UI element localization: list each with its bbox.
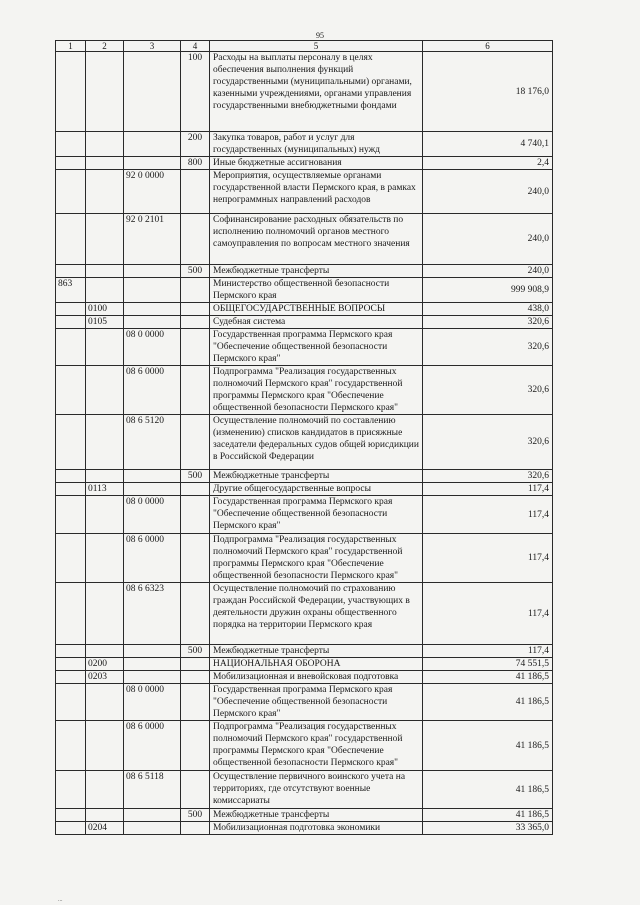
cell-c2 <box>86 157 124 170</box>
cell-c2 <box>86 771 124 809</box>
column-header: 4 <box>181 41 210 52</box>
cell-c5: Закупка товаров, работ и услуг для государственных (муниципальных) нужд <box>210 132 423 157</box>
cell-c4: 500 <box>181 809 210 822</box>
cell-c1 <box>56 214 86 265</box>
cell-c6: 240,0 <box>423 265 553 278</box>
table-row <box>56 214 553 265</box>
cell-c3 <box>124 822 181 835</box>
cell-c6: 41 186,5 <box>423 684 553 721</box>
cell-c2 <box>86 721 124 771</box>
cell-c2: 0203 <box>86 671 124 684</box>
cell-c5: Подпрограмма "Реализация государственных полномочий Пермского края" государственной программы Пермского края "Обеспечение общественной безопасности Пермского края" <box>210 721 423 771</box>
cell-c6: 117,4 <box>423 645 553 658</box>
cell-c3: 08 6 6323 <box>124 583 181 645</box>
column-header: 6 <box>423 41 553 52</box>
cell-c3: 08 6 0000 <box>124 721 181 771</box>
cell-c2 <box>86 278 124 303</box>
cell-c3 <box>124 645 181 658</box>
cell-c1 <box>56 534 86 583</box>
cell-c1 <box>56 684 86 721</box>
cell-c1 <box>56 583 86 645</box>
cell-c5: Судебная система <box>210 316 423 329</box>
cell-c1 <box>56 771 86 809</box>
cell-c1 <box>56 645 86 658</box>
cell-c5: Мобилизационная подготовка экономики <box>210 822 423 835</box>
cell-c4: 100 <box>181 52 210 132</box>
cell-c6: 320,6 <box>423 415 553 470</box>
table-row <box>56 366 553 415</box>
cell-c2 <box>86 329 124 366</box>
cell-c4 <box>181 303 210 316</box>
cell-c6: 41 186,5 <box>423 771 553 809</box>
cell-c2 <box>86 809 124 822</box>
cell-c5: ОБЩЕГОСУДАРСТВЕННЫЕ ВОПРОСЫ <box>210 303 423 316</box>
cell-c1 <box>56 52 86 132</box>
cell-c6: 240,0 <box>423 170 553 214</box>
cell-c4 <box>181 496 210 534</box>
cell-c3: 08 0 0000 <box>124 496 181 534</box>
cell-c2 <box>86 583 124 645</box>
cell-c2 <box>86 496 124 534</box>
column-header: 2 <box>86 41 124 52</box>
cell-c6: 41 186,5 <box>423 721 553 771</box>
cell-c3: 08 0 0000 <box>124 329 181 366</box>
table-row <box>56 415 553 470</box>
cell-c6: 240,0 <box>423 214 553 265</box>
cell-c3 <box>124 658 181 671</box>
cell-c1 <box>56 483 86 496</box>
cell-c5: НАЦИОНАЛЬНАЯ ОБОРОНА <box>210 658 423 671</box>
cell-c6: 320,6 <box>423 329 553 366</box>
cell-c2 <box>86 534 124 583</box>
table-row <box>56 265 553 278</box>
cell-c2 <box>86 684 124 721</box>
cell-c3 <box>124 278 181 303</box>
cell-c4 <box>181 534 210 583</box>
cell-c4 <box>181 278 210 303</box>
cell-c1 <box>56 329 86 366</box>
table-row <box>56 470 553 483</box>
cell-c1 <box>56 132 86 157</box>
cell-c6: 117,4 <box>423 496 553 534</box>
table-row <box>56 721 553 771</box>
cell-c6: 41 186,5 <box>423 671 553 684</box>
cell-c5: Мероприятия, осуществляемые органами государственной власти Пермского края, в рамках непрограммных направлений расходов <box>210 170 423 214</box>
cell-c5: Межбюджетные трансферты <box>210 809 423 822</box>
cell-c5: Расходы на выплаты персоналу в целях обеспечения выполнения функций государственными (муниципальными) органами, казенными учреждениями, органами управления государственными внебюджетными фондами <box>210 52 423 132</box>
cell-c5: Подпрограмма "Реализация государственных полномочий Пермского края" государственной программы Пермского края "Обеспечение общественной безопасности Пермского края" <box>210 534 423 583</box>
table-row <box>56 534 553 583</box>
cell-c4: 800 <box>181 157 210 170</box>
cell-c2 <box>86 170 124 214</box>
cell-c5: Государственная программа Пермского края "Обеспечение общественной безопасности Пермского края" <box>210 684 423 721</box>
cell-c3: 08 6 0000 <box>124 534 181 583</box>
cell-c4 <box>181 822 210 835</box>
cell-c6: 438,0 <box>423 303 553 316</box>
cell-c1 <box>56 809 86 822</box>
cell-c5: Мобилизационная и вневойсковая подготовка <box>210 671 423 684</box>
cell-c4: 500 <box>181 645 210 658</box>
cell-c1 <box>56 496 86 534</box>
cell-c2 <box>86 470 124 483</box>
cell-c6: 320,6 <box>423 316 553 329</box>
cell-c4 <box>181 214 210 265</box>
cell-c2 <box>86 52 124 132</box>
table-row <box>56 483 553 496</box>
cell-c1 <box>56 470 86 483</box>
table-row <box>56 329 553 366</box>
cell-c5: Министерство общественной безопасности Пермского края <box>210 278 423 303</box>
cell-c4 <box>181 316 210 329</box>
table-row <box>56 157 553 170</box>
cell-c4 <box>181 329 210 366</box>
cell-c1 <box>56 671 86 684</box>
cell-c1 <box>56 316 86 329</box>
cell-c2: 0105 <box>86 316 124 329</box>
cell-c5: Подпрограмма "Реализация государственных полномочий Пермского края" государственной программы Пермского края "Обеспечение общественной безопасности Пермского края" <box>210 366 423 415</box>
table-row <box>56 771 553 809</box>
table-row <box>56 132 553 157</box>
cell-c3 <box>124 157 181 170</box>
cell-c5: Осуществление полномочий по составлению (изменению) списков кандидатов в присяжные заседатели федеральных судов общей юрисдикции в Российской Федерации <box>210 415 423 470</box>
column-header: 5 <box>210 41 423 52</box>
cell-c6: 320,6 <box>423 470 553 483</box>
cell-c3: 92 0 2101 <box>124 214 181 265</box>
cell-c2 <box>86 415 124 470</box>
table-row <box>56 303 553 316</box>
cell-c2 <box>86 645 124 658</box>
cell-c2 <box>86 214 124 265</box>
footer-mark: ... <box>58 897 63 903</box>
cell-c4 <box>181 658 210 671</box>
cell-c5: Межбюджетные трансферты <box>210 470 423 483</box>
cell-c6: 74 551,5 <box>423 658 553 671</box>
cell-c3 <box>124 809 181 822</box>
cell-c6: 4 740,1 <box>423 132 553 157</box>
cell-c4: 500 <box>181 470 210 483</box>
cell-c3: 08 0 0000 <box>124 684 181 721</box>
cell-c5: Государственная программа Пермского края "Обеспечение общественной безопасности Пермского края" <box>210 329 423 366</box>
table-row <box>56 170 553 214</box>
cell-c5: Осуществление первичного воинского учета на территориях, где отсутствуют военные комиссариаты <box>210 771 423 809</box>
cell-c3 <box>124 52 181 132</box>
column-header: 1 <box>56 41 86 52</box>
cell-c5: Государственная программа Пермского края "Обеспечение общественной безопасности Пермского края" <box>210 496 423 534</box>
cell-c3 <box>124 316 181 329</box>
cell-c1 <box>56 170 86 214</box>
cell-c1 <box>56 157 86 170</box>
cell-c4: 200 <box>181 132 210 157</box>
cell-c4 <box>181 415 210 470</box>
cell-c4 <box>181 771 210 809</box>
cell-c6: 33 365,0 <box>423 822 553 835</box>
cell-c4 <box>181 170 210 214</box>
cell-c2: 0100 <box>86 303 124 316</box>
cell-c2 <box>86 366 124 415</box>
cell-c6: 2,4 <box>423 157 553 170</box>
cell-c3: 08 6 5118 <box>124 771 181 809</box>
cell-c6: 999 908,9 <box>423 278 553 303</box>
table-row <box>56 822 553 835</box>
cell-c3: 08 6 5120 <box>124 415 181 470</box>
cell-c5: Софинансирование расходных обязательств по исполнению полномочий органов местного самоуправления по вопросам местного значения <box>210 214 423 265</box>
cell-c3 <box>124 303 181 316</box>
cell-c6: 18 176,0 <box>423 52 553 132</box>
cell-c5: Осуществление полномочий по страхованию граждан Российской Федерации, участвующих в деятельности дружин охраны общественного порядка на территории Пермского края <box>210 583 423 645</box>
cell-c3 <box>124 483 181 496</box>
table-row <box>56 583 553 645</box>
cell-c1 <box>56 822 86 835</box>
cell-c3: 08 6 0000 <box>124 366 181 415</box>
table-row <box>56 52 553 132</box>
cell-c1 <box>56 366 86 415</box>
table-row <box>56 671 553 684</box>
cell-c5: Межбюджетные трансферты <box>210 645 423 658</box>
budget-table <box>55 40 553 835</box>
cell-c1 <box>56 721 86 771</box>
table-row <box>56 496 553 534</box>
table-row <box>56 684 553 721</box>
cell-c6: 117,4 <box>423 583 553 645</box>
table-header-row <box>56 41 553 52</box>
cell-c1 <box>56 265 86 278</box>
cell-c3 <box>124 470 181 483</box>
table-row <box>56 645 553 658</box>
page-number: 95 <box>316 31 324 40</box>
cell-c2: 0204 <box>86 822 124 835</box>
cell-c3 <box>124 671 181 684</box>
table-row <box>56 316 553 329</box>
cell-c5: Иные бюджетные ассигнования <box>210 157 423 170</box>
table-row <box>56 658 553 671</box>
cell-c5: Межбюджетные трансферты <box>210 265 423 278</box>
cell-c4 <box>181 684 210 721</box>
cell-c4 <box>181 671 210 684</box>
cell-c4: 500 <box>181 265 210 278</box>
cell-c4 <box>181 366 210 415</box>
cell-c6: 41 186,5 <box>423 809 553 822</box>
cell-c6: 320,6 <box>423 366 553 415</box>
cell-c4 <box>181 721 210 771</box>
cell-c3: 92 0 0000 <box>124 170 181 214</box>
column-header: 3 <box>124 41 181 52</box>
table-row <box>56 809 553 822</box>
cell-c1 <box>56 415 86 470</box>
cell-c6: 117,4 <box>423 483 553 496</box>
cell-c1: 863 <box>56 278 86 303</box>
cell-c4 <box>181 583 210 645</box>
cell-c2: 0200 <box>86 658 124 671</box>
cell-c1 <box>56 303 86 316</box>
cell-c6: 117,4 <box>423 534 553 583</box>
cell-c4 <box>181 483 210 496</box>
cell-c3 <box>124 132 181 157</box>
cell-c1 <box>56 658 86 671</box>
cell-c2: 0113 <box>86 483 124 496</box>
cell-c3 <box>124 265 181 278</box>
cell-c2 <box>86 132 124 157</box>
table-row <box>56 278 553 303</box>
cell-c2 <box>86 265 124 278</box>
cell-c5: Другие общегосударственные вопросы <box>210 483 423 496</box>
